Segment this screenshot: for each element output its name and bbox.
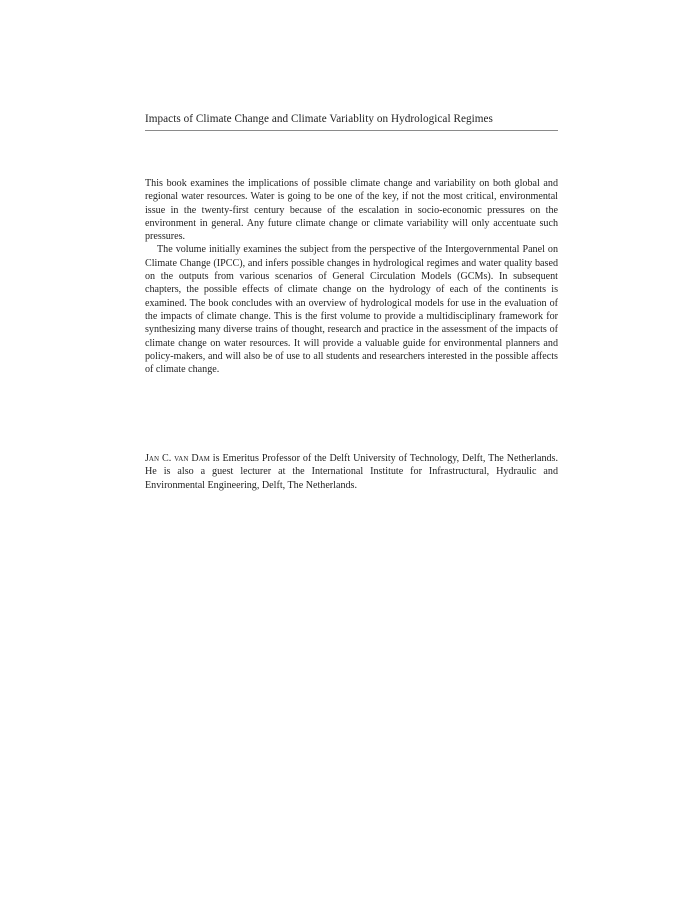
author-bio <box>145 452 558 492</box>
book-description <box>145 177 558 376</box>
author-name: Jan C. van Dam <box>145 453 210 464</box>
author-bio-text: is Emeritus Professor of the Delft University of Technology, Delft, The Netherlands. He is also a guest lecturer at the International Institute for Infrastructural, Hydraulic and Environmental Engineering, Delft, The Netherlands. <box>145 453 558 491</box>
header-rule <box>145 130 558 131</box>
description-paragraph-2: The volume initially examines the subject from the perspective of the Intergovernmental Panel on Climate Change (IPCC), and infers possible changes in hydrological regimes and water quality based on the outputs from various scenarios of General Circulation Models (GCMs). In subsequent chapters, the possible effects of climate change on the hydrology of each of the continents is examined. The book concludes with an overview of hydrological models for use in the evaluation of the impacts of climate change. This is the first volume to provide a multidisciplinary framework for synthesizing many diverse trains of thought, research and practice in the assessment of the impacts of climate change on water resources. It will provide a valuable guide for environmental planners and policy-makers, and will also be of use to all students and researchers interested in the possible affects of climate change. <box>145 244 558 376</box>
description-paragraph-1: This book examines the implications of possible climate change and variability on both global and regional water resources. Water is going to be one of the key, if not the most critical, environmental issue in the twenty-first century because of the escalation in socio-economic pressures on the environment in general. Any future climate change or climate variability will only accentuate such pressures. <box>145 178 558 243</box>
running-title: Impacts of Climate Change and Climate Variablity on Hydrological Regimes <box>145 113 493 125</box>
